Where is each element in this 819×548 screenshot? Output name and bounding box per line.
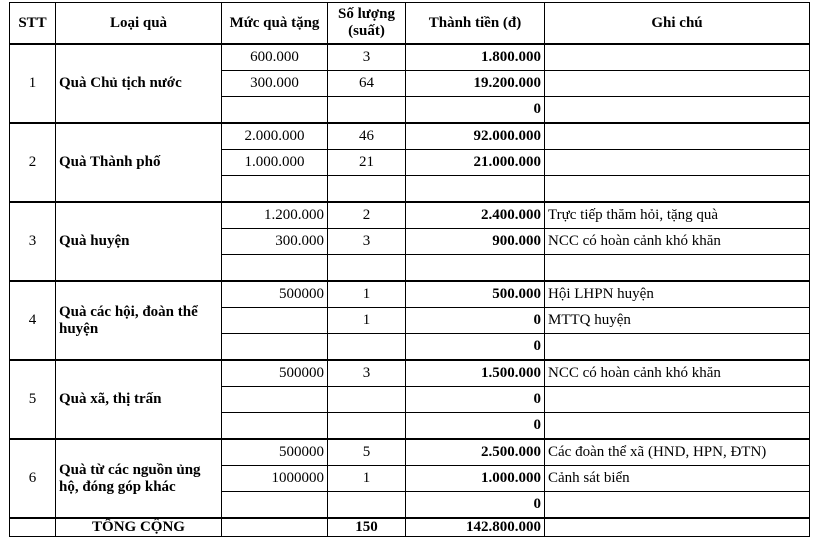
muc-qua-cell	[222, 308, 328, 334]
ghi-chu-cell: MTTQ huyện	[545, 308, 810, 334]
ghi-chu-cell	[545, 176, 810, 203]
muc-qua-cell	[222, 334, 328, 361]
ghi-chu-cell: Hội LHPN huyện	[545, 281, 810, 308]
group-stt: 5	[10, 360, 56, 439]
ghi-chu-cell	[545, 97, 810, 124]
so-luong-cell: 5	[328, 439, 406, 466]
ghi-chu-cell	[545, 255, 810, 282]
muc-qua-cell: 300.000	[222, 71, 328, 97]
ghi-chu-cell: NCC có hoàn cảnh khó khăn	[545, 360, 810, 387]
so-luong-cell	[328, 97, 406, 124]
ghi-chu-cell	[545, 387, 810, 413]
header-row	[10, 3, 810, 45]
table-row	[10, 439, 810, 466]
table-body	[10, 44, 810, 518]
table-row	[10, 360, 810, 387]
header-thanh-tien: Thành tiền (đ)	[406, 3, 545, 45]
total-stt-cell	[10, 518, 56, 537]
thanh-tien-cell: 1.000.000	[406, 466, 545, 492]
table-row	[10, 281, 810, 308]
group-stt: 6	[10, 439, 56, 518]
total-label: TỔNG CỘNG	[56, 518, 222, 537]
muc-qua-cell: 300.000	[222, 229, 328, 255]
so-luong-cell: 1	[328, 308, 406, 334]
muc-qua-cell	[222, 492, 328, 519]
header-ghi-chu: Ghi chú	[545, 3, 810, 45]
ghi-chu-cell	[545, 71, 810, 97]
so-luong-cell	[328, 413, 406, 440]
header-loai-qua: Loại quà	[56, 3, 222, 45]
thanh-tien-cell: 1.800.000	[406, 44, 545, 71]
ghi-chu-cell: Trực tiếp thăm hỏi, tặng quà	[545, 202, 810, 229]
header-so-luong: Số lượng (suất)	[328, 3, 406, 45]
group-name: Quà huyện	[56, 202, 222, 281]
ghi-chu-cell	[545, 150, 810, 176]
so-luong-cell: 3	[328, 44, 406, 71]
thanh-tien-cell: 0	[406, 334, 545, 361]
thanh-tien-cell	[406, 176, 545, 203]
thanh-tien-cell: 2.400.000	[406, 202, 545, 229]
muc-qua-cell: 500000	[222, 281, 328, 308]
ghi-chu-cell: NCC có hoàn cảnh khó khăn	[545, 229, 810, 255]
so-luong-cell	[328, 255, 406, 282]
ghi-chu-cell: Các đoàn thể xã (HND, HPN, ĐTN)	[545, 439, 810, 466]
muc-qua-cell	[222, 176, 328, 203]
thanh-tien-cell: 0	[406, 492, 545, 519]
thanh-tien-cell: 2.500.000	[406, 439, 545, 466]
muc-qua-cell	[222, 97, 328, 124]
group-name: Quà Chủ tịch nước	[56, 44, 222, 123]
thanh-tien-cell: 0	[406, 413, 545, 440]
gift-summary-table	[9, 2, 810, 537]
total-ghi-chu-cell	[545, 518, 810, 537]
thanh-tien-cell	[406, 255, 545, 282]
thanh-tien-cell: 900.000	[406, 229, 545, 255]
thanh-tien-cell: 1.500.000	[406, 360, 545, 387]
group-stt: 2	[10, 123, 56, 202]
ghi-chu-cell	[545, 123, 810, 150]
so-luong-cell: 1	[328, 281, 406, 308]
header-muc-qua: Mức quà tặng	[222, 3, 328, 45]
thanh-tien-cell: 500.000	[406, 281, 545, 308]
so-luong-cell: 3	[328, 360, 406, 387]
muc-qua-cell	[222, 387, 328, 413]
so-luong-cell: 21	[328, 150, 406, 176]
ghi-chu-cell	[545, 44, 810, 71]
header-stt: STT	[10, 3, 56, 45]
total-thanh-tien: 142.800.000	[406, 518, 545, 537]
total-muc-cell	[222, 518, 328, 537]
thanh-tien-cell: 0	[406, 308, 545, 334]
thanh-tien-cell: 21.000.000	[406, 150, 545, 176]
total-row	[10, 518, 810, 537]
table-row	[10, 202, 810, 229]
ghi-chu-cell	[545, 413, 810, 440]
so-luong-cell: 1	[328, 466, 406, 492]
thanh-tien-cell: 0	[406, 97, 545, 124]
group-name: Quà Thành phố	[56, 123, 222, 202]
muc-qua-cell	[222, 255, 328, 282]
muc-qua-cell: 500000	[222, 439, 328, 466]
total-so-luong: 150	[328, 518, 406, 537]
muc-qua-cell: 2.000.000	[222, 123, 328, 150]
so-luong-cell	[328, 176, 406, 203]
muc-qua-cell: 1000000	[222, 466, 328, 492]
thanh-tien-cell: 92.000.000	[406, 123, 545, 150]
group-name: Quà xã, thị trấn	[56, 360, 222, 439]
muc-qua-cell	[222, 413, 328, 440]
group-name: Quà các hội, đoàn thể huyện	[56, 281, 222, 360]
thanh-tien-cell: 19.200.000	[406, 71, 545, 97]
so-luong-cell	[328, 334, 406, 361]
muc-qua-cell: 1.000.000	[222, 150, 328, 176]
table-row	[10, 44, 810, 71]
ghi-chu-cell	[545, 492, 810, 519]
so-luong-cell: 2	[328, 202, 406, 229]
ghi-chu-cell: Cảnh sát biển	[545, 466, 810, 492]
so-luong-cell: 64	[328, 71, 406, 97]
ghi-chu-cell	[545, 334, 810, 361]
group-name: Quà từ các nguồn ủng hộ, đóng góp khác	[56, 439, 222, 518]
table-row	[10, 123, 810, 150]
so-luong-cell	[328, 492, 406, 519]
muc-qua-cell: 600.000	[222, 44, 328, 71]
so-luong-cell: 3	[328, 229, 406, 255]
muc-qua-cell: 1.200.000	[222, 202, 328, 229]
so-luong-cell: 46	[328, 123, 406, 150]
so-luong-cell	[328, 387, 406, 413]
group-stt: 1	[10, 44, 56, 123]
thanh-tien-cell: 0	[406, 387, 545, 413]
group-stt: 3	[10, 202, 56, 281]
group-stt: 4	[10, 281, 56, 360]
muc-qua-cell: 500000	[222, 360, 328, 387]
